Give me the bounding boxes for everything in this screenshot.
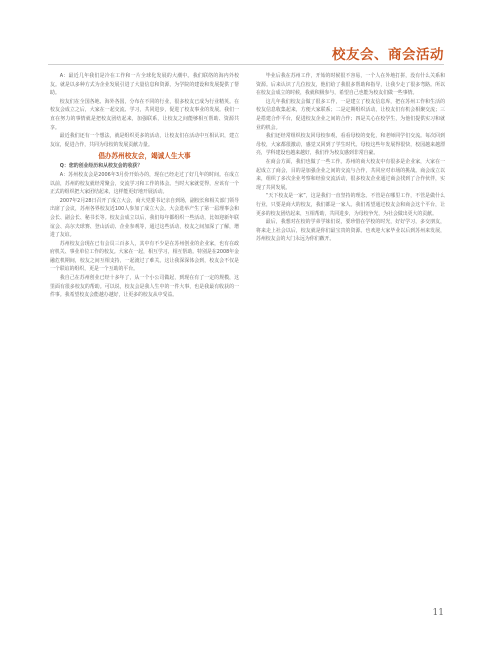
paragraph: 苏州校友会现在已有会员三百多人，其中有不少是在苏州创业的企业家，也有在政府机关、事业单位工作的校友。大家在一起，相互学习，相互帮助。特别是在2008年金融危机期间，校友之间互相支持，一起渡过了难关。这让我深深体会到，校友会不仅是一个联谊的组织，更是一个互助的平台。 [50,240,239,273]
paragraph: 这几年我们校友会做了很多工作，一是建立了校友信息库，把在苏州工作和生活的校友信息收集起来，方便大家联系；二是定期组织活动，让校友们有机会相聚交流；三是搭建合作平台，促进校友企业之间的合作；四是关心在校学生，为他们提供实习和就业的机会。 [256,98,445,131]
sub-heading: 倡办苏州校友会，竭诚人生大事 [98,152,191,161]
paragraph: 在商会方面，我们也做了一些工作。苏州的商大校友中有很多是企业家，大家在一起成立了商会，目的是加强企业之间的交流与合作，共同应对市场的挑战。商会成立以来，组织了多次企业考察和经验交流活动，很多校友企业通过商会找到了合作伙伴，实现了共同发展。 [256,158,445,191]
right-column [256,72,445,628]
paragraph: A：最近几年我们是冷在工作和一片全球化发展的大潮中。我们联络的海内外校友。就是以多种方式为企业发展引进了大量信息和资源，为学院的建设和发展提供了帮助。 [50,73,239,97]
paragraph: “天下校友是一家”，这是我们一直坚持的理念。不管是在哪里工作，不管是做什么行业，只要是商大的校友，我们都是一家人。我们希望通过校友会和商会这个平台，让更多的校友团结起来，互相帮助，共同进步，为母校争光，为社会做出更大的贡献。 [256,193,445,217]
paragraph: 我们还经常组织校友回母校参观，看看母校的变化，和老师同学们交流。每次回到母校，大家都很激动，感觉又回到了学生时代。母校这些年发展得很快，校园越来越漂亮，学科建设也越来越好，我们作为校友感到非常自豪。 [256,133,445,157]
paragraph: A：苏州校友会是2006年3月份开始办的，现在已经走过了好几年的时间。在成立以前，苏州的校友就经常聚会，交流学习和工作的体会。当时大家就觉得，应该有一个正式的组织把大家团结起来，这样能更好地开展活动。 [50,171,239,196]
left-column [50,72,239,628]
header-rule [48,64,444,65]
paragraph: 最后，我想对在校的学弟学妹们说，要珍惜在学校的时光，好好学习，多交朋友，将来走上社会以后，校友就是你们最宝贵的资源。也欢迎大家毕业以后到苏州来发展，苏州校友会的大门永远为你们敞开。 [256,219,445,243]
section-title: 校友会、商会活动 [332,47,444,63]
page-number: 11 [432,608,444,618]
paragraph: 最近我们还有一个想法，就是组织更多的活动，让校友们在活动中互相认识，建立友谊，促进合作，共同为母校的发展贡献力量。 [50,133,239,148]
article-body [50,72,445,628]
paragraph: 校友们在全国各地、海外各国，分布在不同的行业，很多校友已成为行业精英。在校友会成立之后，大家在一起交流、学习，共同进步，促进了校友事业的发展。我们一直在努力的事情就是把校友团结起来，加强联系，让校友之间能够相互帮助、资源共享。 [50,98,239,131]
paragraph: 我自己在苏州创业已经十多年了，从一个小公司做起，到现在有了一定的规模，这里面有很多校友的帮助。可以说，校友会是我人生中的一件大事，也是我最有收获的一件事。我希望校友会能越办越好，让更多的校友从中受益。 [50,275,239,299]
paragraph: 毕业后我在苏州工作，开始的时候很不容易，一个人在外地打拼，没有什么关系和资源。后来认识了几位校友，他们给了我很多帮助和指导，让我少走了很多弯路。所以在校友会成立的时候，我就积极参与，希望自己也能为校友们做一些事情。 [256,73,445,97]
question-lead: Q：您的创业经历和从校友会的收获？ [59,163,143,170]
paragraph: 2007年2月28日召开了成立大会，商大党委书记亲自到场，副校长和相关部门领导出席了会议，苏州各界校友近100人参加了成立大会。大会选举产生了第一届理事会和会长、副会长、秘书长等。校友会成立以后，我们每年都组织一些活动，比如迎新年联谊会、高尔夫球赛、登山活动、企业参观等，通过这些活动，校友之间加深了了解，增进了友谊。 [50,197,239,239]
